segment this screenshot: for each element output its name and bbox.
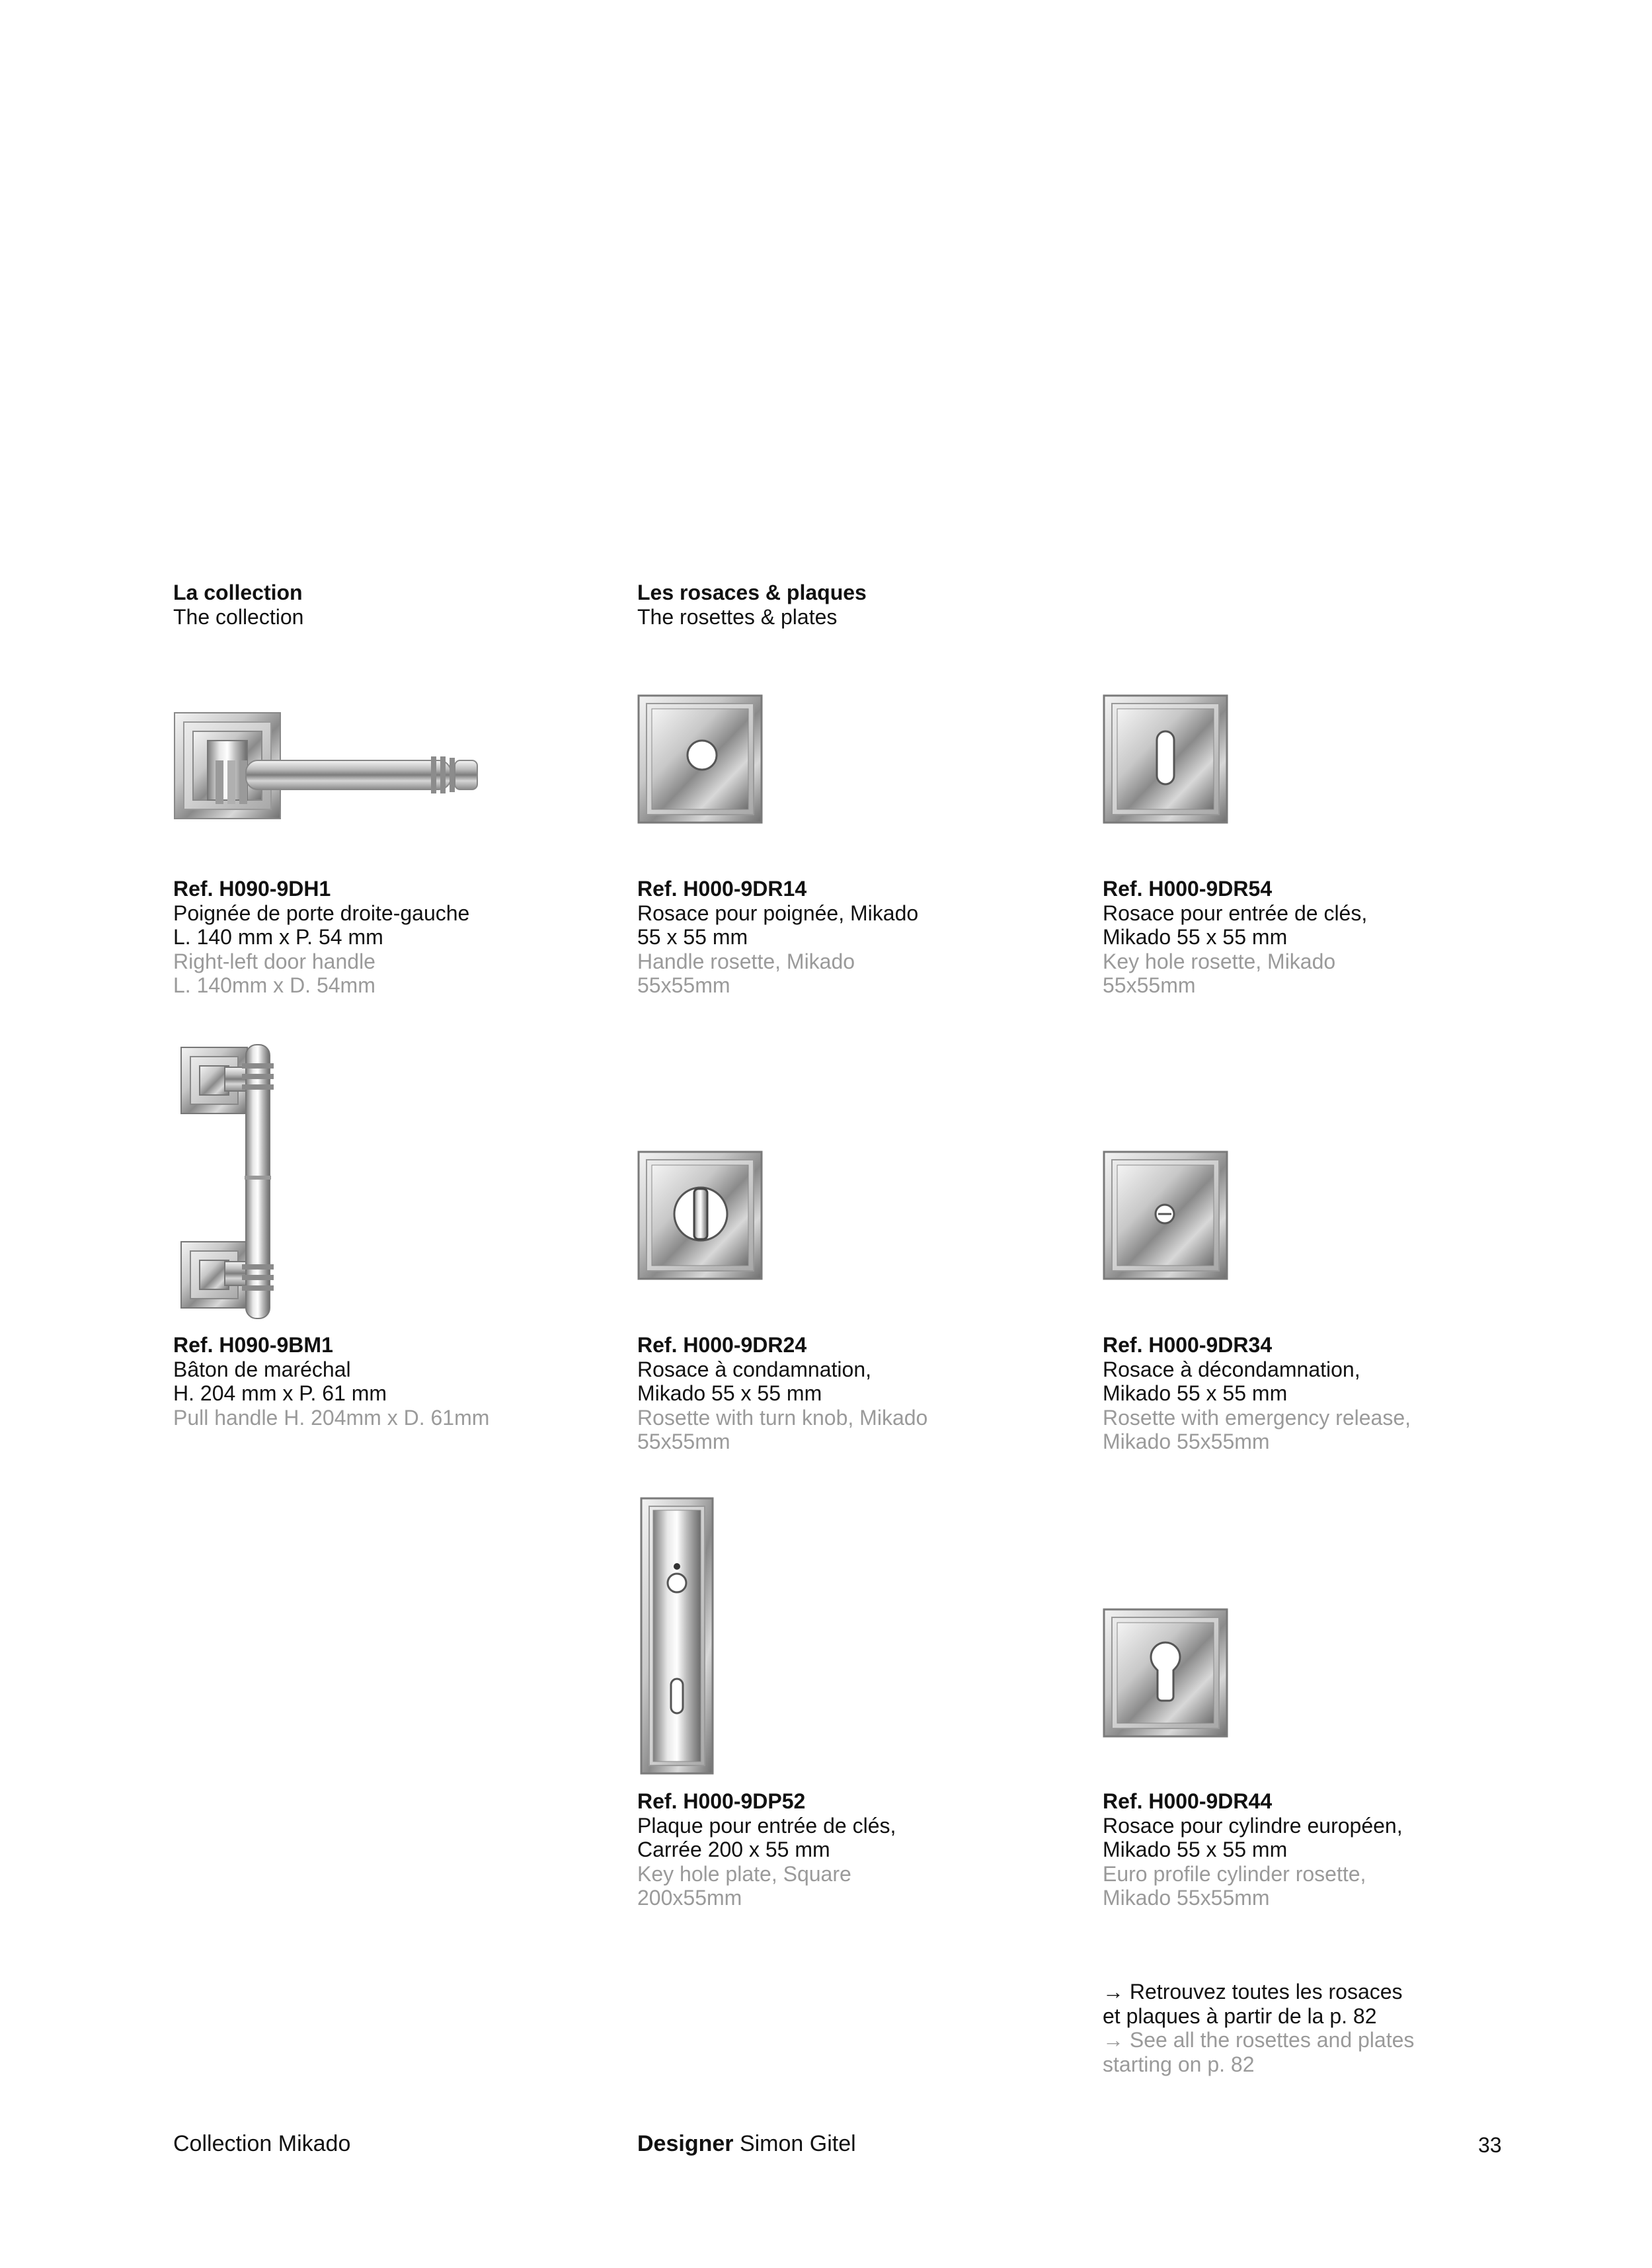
note-en-line: starting on p. 82 [1103, 2052, 1255, 2076]
product-dims-en: Mikado 55x55mm [1103, 1430, 1270, 1453]
product-desc-en: Right-left door handle [173, 949, 375, 973]
product-caption [1103, 1789, 1473, 1910]
product-ref: Ref. H000-9DR44 [1103, 1789, 1273, 1813]
product-dims-fr: L. 140 mm x P. 54 mm [173, 925, 383, 949]
product-caption [173, 877, 543, 998]
designer-name: Simon Gitel [739, 2131, 856, 2156]
pull-handle-icon [178, 1043, 284, 1321]
product-dims-fr: H. 204 mm x P. 61 mm [173, 1381, 387, 1405]
product-dims-en: 200x55mm [637, 1886, 742, 1910]
product-caption [1103, 877, 1473, 998]
product-desc-fr: Plaque pour entrée de clés, [637, 1813, 896, 1838]
product-desc-en: Rosette with turn knob, Mikado [637, 1405, 928, 1430]
rosettes-header-subtitle: The rosettes & plates [637, 605, 838, 629]
product-desc-fr: Poignée de porte droite-gauche [173, 901, 470, 925]
product-ref: Ref. H000-9DR34 [1103, 1333, 1273, 1357]
cross-reference-note [1103, 1980, 1473, 2076]
collection-header [173, 581, 303, 629]
handle-rosette-icon [637, 694, 763, 824]
product-dims-en: 55x55mm [637, 1430, 730, 1453]
product-dims-fr: Mikado 55 x 55 mm [1103, 1838, 1288, 1861]
product-desc-en: Pull handle H. 204mm x D. 61mm [173, 1405, 490, 1430]
product-desc-fr: Rosace pour entrée de clés, [1103, 901, 1368, 925]
product-desc-en: Euro profile cylinder rosette, [1103, 1861, 1366, 1886]
keyhole-rosette-icon [1103, 694, 1228, 824]
product-desc-fr: Rosace pour cylindre européen, [1103, 1813, 1403, 1838]
product-desc-en: Key hole plate, Square [637, 1861, 851, 1886]
product-ref: Ref. H090-9BM1 [173, 1333, 333, 1357]
product-desc-en: Rosette with emergency release, [1103, 1405, 1411, 1430]
product-ref: Ref. H000-9DP52 [637, 1789, 806, 1813]
product-caption [637, 1333, 1007, 1454]
footer-designer [637, 2130, 856, 2157]
product-ref: Ref. H090-9DH1 [173, 877, 331, 901]
turn-knob-rosette-icon [637, 1151, 763, 1280]
footer-collection: Collection Mikado [173, 2131, 351, 2156]
cylinder-rosette-icon [1103, 1608, 1228, 1738]
product-caption [1103, 1333, 1473, 1454]
product-desc-fr: Rosace à condamnation, [637, 1357, 871, 1381]
keyhole-plate-icon [640, 1497, 714, 1775]
product-dims-fr: Mikado 55 x 55 mm [637, 1381, 822, 1405]
product-desc-fr: Bâton de maréchal [173, 1357, 351, 1381]
product-ref: Ref. H000-9DR24 [637, 1333, 807, 1357]
lever-handle-icon [173, 708, 484, 827]
product-dims-en: 55x55mm [1103, 973, 1196, 997]
product-dims-fr: Carrée 200 x 55 mm [637, 1838, 830, 1861]
product-dims-fr: Mikado 55 x 55 mm [1103, 925, 1288, 949]
product-desc-en: Handle rosette, Mikado [637, 949, 855, 973]
product-dims-en: L. 140mm x D. 54mm [173, 973, 375, 997]
collection-header-title: La collection [173, 581, 303, 604]
collection-header-subtitle: The collection [173, 605, 304, 629]
product-desc-fr: Rosace à décondamnation, [1103, 1357, 1360, 1381]
product-ref: Ref. H000-9DR54 [1103, 877, 1273, 901]
product-caption [637, 1789, 1007, 1910]
product-desc-en: Key hole rosette, Mikado [1103, 949, 1336, 973]
product-desc-fr: Rosace pour poignée, Mikado [637, 901, 919, 925]
product-ref: Ref. H000-9DR14 [637, 877, 807, 901]
product-caption [173, 1333, 543, 1430]
product-dims-fr: Mikado 55 x 55 mm [1103, 1381, 1288, 1405]
emergency-release-rosette-icon [1103, 1151, 1228, 1280]
note-en-line: → See all the rosettes and plates [1103, 2028, 1415, 2052]
product-dims-en: Mikado 55x55mm [1103, 1886, 1270, 1910]
page-number: 33 [1478, 2133, 1502, 2157]
product-caption [637, 877, 1007, 998]
note-fr-line: et plaques à partir de la p. 82 [1103, 2004, 1377, 2028]
rosettes-header-title: Les rosaces & plaques [637, 581, 867, 604]
note-fr-line: → Retrouvez toutes les rosaces [1103, 1980, 1403, 2004]
rosettes-header [637, 581, 867, 629]
product-dims-en: 55x55mm [637, 973, 730, 997]
product-dims-fr: 55 x 55 mm [637, 925, 748, 949]
designer-label: Designer [637, 2131, 734, 2156]
